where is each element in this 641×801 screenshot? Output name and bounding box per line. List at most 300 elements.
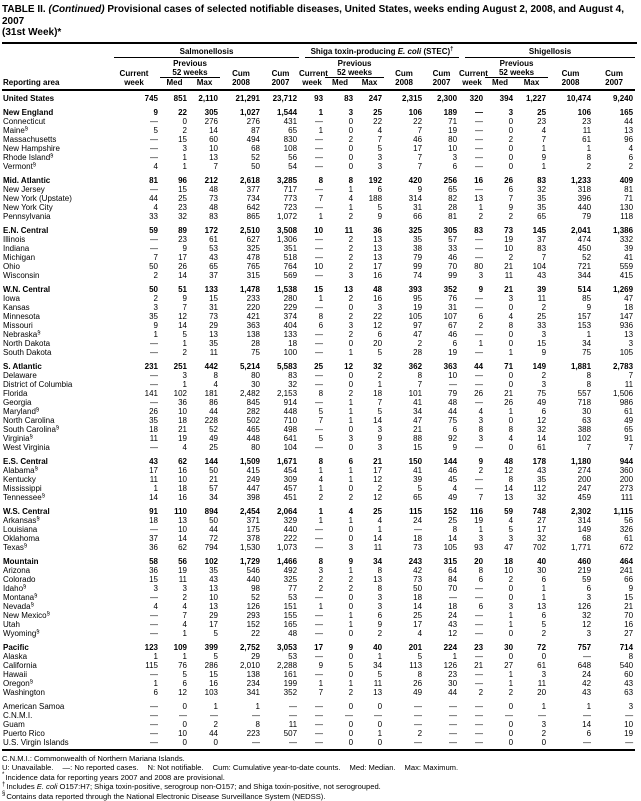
cell: 224: [424, 638, 459, 652]
cell: 105: [384, 312, 424, 321]
cell: 0: [325, 339, 355, 348]
cell: 20: [355, 339, 384, 348]
cell: 18: [262, 339, 299, 348]
cell: —: [108, 593, 160, 602]
cell: 23: [160, 203, 189, 212]
cell: 3: [515, 670, 548, 679]
cell: —: [459, 679, 485, 688]
cell: 1: [299, 484, 325, 493]
cell: 1,386: [593, 221, 635, 235]
table-row: [2, 253, 635, 262]
row-label: C.N.M.I.: [2, 711, 108, 720]
cell: 73: [189, 312, 220, 321]
cell: 35: [108, 416, 160, 425]
cell: —: [459, 443, 485, 452]
cell: 155: [262, 611, 299, 620]
cell: 247: [355, 90, 384, 103]
cell: 6: [485, 185, 515, 194]
cell: 79: [548, 212, 593, 221]
cell: 8: [424, 525, 459, 534]
cell: 80: [459, 262, 485, 271]
cell: 305: [189, 103, 220, 117]
cell: 13: [355, 253, 384, 262]
table-row: [2, 103, 635, 117]
cell: 273: [593, 484, 635, 493]
cell: 2: [108, 271, 160, 280]
cell: 200: [593, 475, 635, 484]
cell: —: [593, 711, 635, 720]
cell: 72: [189, 534, 220, 543]
cell: 35: [515, 475, 548, 484]
cell: 17: [299, 638, 325, 652]
cell: —: [459, 629, 485, 638]
cell: 1: [548, 144, 593, 153]
cell: 112: [515, 484, 548, 493]
cell: 46: [424, 466, 459, 475]
cell: 2: [325, 294, 355, 303]
cell: 50: [108, 280, 160, 294]
cell: 459: [548, 493, 593, 502]
row-label: California: [2, 661, 108, 670]
cell: 50: [220, 162, 262, 171]
cell: 21: [384, 425, 424, 434]
cell: 5: [299, 434, 325, 443]
cell: 0: [485, 380, 515, 389]
cell: 219: [548, 566, 593, 575]
cell: 10: [424, 144, 459, 153]
cell: 14: [485, 484, 515, 493]
cell: 70: [424, 584, 459, 593]
cell: 2: [384, 729, 424, 738]
cell: 3: [325, 321, 355, 330]
cell: 986: [593, 398, 635, 407]
table-row: [2, 221, 635, 235]
row-label: Mid. Atlantic: [2, 171, 108, 185]
row-label: South Carolina§: [2, 425, 108, 434]
cell: 52: [548, 253, 593, 262]
row-label: Missouri: [2, 321, 108, 330]
cell: 13: [355, 575, 384, 584]
row-label: Connecticut: [2, 117, 108, 126]
cell: 1,729: [220, 552, 262, 566]
cell: 8: [459, 425, 485, 434]
cell: —: [108, 144, 160, 153]
cell: 0: [325, 371, 355, 380]
cell: 1,530: [220, 543, 262, 552]
cell: 5: [355, 670, 384, 679]
cell: —: [299, 235, 325, 244]
cell: 19: [424, 348, 459, 357]
table-row: [2, 525, 635, 534]
cell: 1: [299, 502, 325, 516]
table-row: [2, 543, 635, 552]
row-label: Oregon§: [2, 679, 108, 688]
cell: 22: [355, 312, 384, 321]
cell: 440: [262, 525, 299, 534]
cell: 18: [355, 389, 384, 398]
cell: —: [108, 697, 160, 711]
cell: —: [459, 135, 485, 144]
cell: 66: [593, 575, 635, 584]
cell: 0: [485, 153, 515, 162]
cell: 1,073: [262, 543, 299, 552]
cell: 30: [515, 566, 548, 575]
row-label: Illinois: [2, 235, 108, 244]
cell: 165: [262, 620, 299, 629]
cell: 25: [384, 611, 424, 620]
cell: 10: [485, 566, 515, 575]
cell: 229: [262, 303, 299, 312]
cell: 8: [548, 380, 593, 389]
cell: 474: [548, 235, 593, 244]
cell: 35: [515, 203, 548, 212]
cell: —: [108, 670, 160, 679]
cell: 10: [424, 371, 459, 380]
cell: 914: [262, 398, 299, 407]
cell: 4: [108, 602, 160, 611]
cell: 12: [160, 312, 189, 321]
cell: 71: [424, 117, 459, 126]
row-label: Vermont§: [2, 162, 108, 171]
cell: 67: [424, 321, 459, 330]
cell: 374: [262, 312, 299, 321]
cell: 492: [262, 566, 299, 575]
footnote-line: †Includes E. coli O157:H7; Shiga toxin-positive, serogroup non-O157; and Shiga toxin-positive, not serogrouped.: [2, 782, 637, 792]
cell: 21,291: [220, 90, 262, 103]
cell: 1: [299, 103, 325, 117]
cell: 1,115: [593, 502, 635, 516]
cell: 12: [160, 688, 189, 697]
cell: 161: [262, 670, 299, 679]
cell: 165: [593, 103, 635, 117]
cell: 734: [220, 194, 262, 203]
cell: 2: [485, 212, 515, 221]
cell: —: [299, 729, 325, 738]
cell: 702: [515, 543, 548, 552]
cell: 1: [325, 416, 355, 425]
cell: 7: [189, 162, 220, 171]
cell: 569: [262, 271, 299, 280]
cell: 936: [593, 321, 635, 330]
cell: 944: [593, 452, 635, 466]
row-label: W.S. Central: [2, 502, 108, 516]
cell: —: [384, 720, 424, 729]
cell: 394: [485, 90, 515, 103]
cell: 104: [262, 443, 299, 452]
cell: 192: [355, 171, 384, 185]
cell: 1: [325, 398, 355, 407]
cell: 2: [299, 584, 325, 593]
cell: 2: [459, 688, 485, 697]
cell: 138: [220, 670, 262, 679]
cell: 58: [108, 552, 160, 566]
cell: 1,180: [548, 452, 593, 466]
cell: 1: [160, 652, 189, 661]
cell: 325: [220, 244, 262, 253]
cell: 107: [424, 312, 459, 321]
col-header-cum-2008: Cum 2008: [548, 58, 593, 90]
cell: 7: [299, 688, 325, 697]
cell: 149: [548, 525, 593, 534]
cell: 3: [459, 434, 485, 443]
cell: —: [262, 697, 299, 711]
cell: 241: [593, 566, 635, 575]
row-label: Rhode Island§: [2, 153, 108, 162]
row-label: Mountain: [2, 552, 108, 566]
table-row: [2, 380, 635, 389]
cell: 189: [424, 103, 459, 117]
cell: 19: [459, 516, 485, 525]
cell: 351: [262, 244, 299, 253]
cell: 83: [515, 244, 548, 253]
cell: 4: [384, 629, 424, 638]
cell: 24: [384, 516, 424, 525]
cell: 11: [355, 543, 384, 552]
cell: —: [424, 738, 459, 750]
cell: 2: [485, 575, 515, 584]
cell: 25: [424, 516, 459, 525]
cell: 2: [325, 244, 355, 253]
cell: 43: [593, 679, 635, 688]
cell: 243: [384, 552, 424, 566]
cell: —: [459, 720, 485, 729]
cell: —: [299, 135, 325, 144]
cell: 102: [189, 552, 220, 566]
cell: 0: [485, 593, 515, 602]
cell: 0: [160, 697, 189, 711]
cell: —: [459, 294, 485, 303]
row-label: Louisiana: [2, 525, 108, 534]
cell: 12: [424, 629, 459, 638]
table-row: [2, 235, 635, 244]
cell: 478: [220, 253, 262, 262]
cell: 8: [548, 153, 593, 162]
cell: 1: [299, 126, 325, 135]
provisional-cases-table: [2, 47, 635, 751]
cell: 16: [355, 294, 384, 303]
cell: 22: [160, 103, 189, 117]
cell: 88: [384, 434, 424, 443]
cell: 17: [384, 144, 424, 153]
cell: 65: [593, 425, 635, 434]
cell: 315: [220, 271, 262, 280]
cell: 7: [459, 493, 485, 502]
cell: 0: [325, 697, 355, 711]
cell: 3,053: [262, 638, 299, 652]
cell: 2: [160, 593, 189, 602]
cell: 9: [108, 321, 160, 330]
row-label: Indiana: [2, 244, 108, 253]
cell: —: [424, 697, 459, 711]
row-label: S. Atlantic: [2, 357, 108, 371]
cell: —: [299, 525, 325, 534]
cell: —: [459, 253, 485, 262]
table-row: [2, 416, 635, 425]
cell: 6: [459, 575, 485, 584]
row-label: Georgia: [2, 398, 108, 407]
cell: 1: [160, 339, 189, 348]
cell: 1,544: [262, 103, 299, 117]
cell: 6: [424, 339, 459, 348]
cell: 24: [548, 670, 593, 679]
cell: 200: [548, 475, 593, 484]
cell: 53: [262, 652, 299, 661]
cell: 61: [189, 235, 220, 244]
cell: 0: [325, 380, 355, 389]
cell: 9: [325, 638, 355, 652]
cell: 1: [325, 348, 355, 357]
col-header-cum-2008: Cum 2008: [384, 58, 424, 90]
cell: 830: [262, 135, 299, 144]
cell: 48: [189, 185, 220, 194]
cell: —: [384, 711, 424, 720]
cell: 0: [325, 593, 355, 602]
cell: 31: [189, 303, 220, 312]
cell: 15: [160, 185, 189, 194]
cell: 10: [189, 593, 220, 602]
cell: 10,474: [548, 90, 593, 103]
cell: —: [459, 611, 485, 620]
cell: 2: [485, 253, 515, 262]
cell: 1: [325, 185, 355, 194]
cell: 1: [355, 729, 384, 738]
cell: 1,506: [593, 389, 635, 398]
cell: 6: [515, 575, 548, 584]
cell: 49: [384, 688, 424, 697]
row-label: Kentucky: [2, 475, 108, 484]
cell: —: [459, 652, 485, 661]
cell: 0: [485, 584, 515, 593]
table-row: [2, 661, 635, 670]
cell: 4: [515, 126, 548, 135]
cell: 6: [459, 312, 485, 321]
table-row: [2, 280, 635, 294]
row-label: New Mexico§: [2, 611, 108, 620]
cell: 546: [220, 566, 262, 575]
cell: 32: [515, 185, 548, 194]
cell: —: [108, 380, 160, 389]
cell: —: [299, 720, 325, 729]
row-label: Iowa: [2, 294, 108, 303]
cell: 86: [189, 398, 220, 407]
cell: 15: [515, 339, 548, 348]
cell: 9: [485, 203, 515, 212]
table-row: [2, 611, 635, 620]
table-row: [2, 212, 635, 221]
cell: 50: [189, 516, 220, 525]
row-label: Florida: [2, 389, 108, 398]
cell: 2: [459, 321, 485, 330]
cell: 7: [515, 135, 548, 144]
cell: 8: [593, 652, 635, 661]
cell: 0: [325, 144, 355, 153]
row-label: Oklahoma: [2, 534, 108, 543]
cell: 393: [384, 280, 424, 294]
row-label: Hawaii: [2, 670, 108, 679]
cell: 3: [108, 584, 160, 593]
table-row: [2, 493, 635, 502]
cell: —: [299, 443, 325, 452]
cell: 96: [160, 171, 189, 185]
cell: 1: [325, 679, 355, 688]
table-row: [2, 452, 635, 466]
cell: 110: [160, 502, 189, 516]
cell: 35: [189, 339, 220, 348]
cell: 2: [299, 575, 325, 584]
cell: 314: [384, 194, 424, 203]
cell: 8: [299, 552, 325, 566]
cell: 45: [424, 475, 459, 484]
cell: 3: [355, 443, 384, 452]
table-row: [2, 602, 635, 611]
cell: 8: [299, 389, 325, 398]
col-header-cum-2007: Cum 2007: [593, 58, 635, 90]
cell: 21: [593, 602, 635, 611]
row-label: W.N. Central: [2, 280, 108, 294]
cell: 507: [262, 729, 299, 738]
cell: 865: [220, 212, 262, 221]
cell: 5: [189, 629, 220, 638]
cell: 9: [548, 303, 593, 312]
table-row: [2, 144, 635, 153]
cell: 44: [189, 525, 220, 534]
cell: 141: [108, 389, 160, 398]
cell: 794: [189, 543, 220, 552]
cell: 19: [593, 729, 635, 738]
col-header-med: Med: [160, 78, 189, 90]
table-row: [2, 697, 635, 711]
cell: 1: [485, 679, 515, 688]
cell: 63: [548, 416, 593, 425]
col-header-current-week: Current week: [299, 58, 325, 90]
table-row: [2, 185, 635, 194]
table-body: [2, 90, 635, 750]
cell: 2: [325, 584, 355, 593]
row-label: Pacific: [2, 638, 108, 652]
cell: 35: [384, 235, 424, 244]
cell: 102: [548, 434, 593, 443]
cell: 1: [515, 144, 548, 153]
cell: 3: [108, 303, 160, 312]
cell: 2: [325, 235, 355, 244]
cell: 1: [160, 162, 189, 171]
cell: 21: [355, 452, 384, 466]
cell: 1: [325, 611, 355, 620]
cell: 396: [548, 194, 593, 203]
cell: 7: [355, 398, 384, 407]
cell: 31: [384, 203, 424, 212]
cell: 9: [459, 452, 485, 466]
cell: 37: [108, 534, 160, 543]
row-label: Massachusetts: [2, 135, 108, 144]
cell: 70: [593, 611, 635, 620]
cell: —: [384, 738, 424, 750]
cell: 9,240: [593, 90, 635, 103]
cell: —: [485, 711, 515, 720]
row-label: Wisconsin: [2, 271, 108, 280]
cell: 2: [515, 629, 548, 638]
cell: —: [108, 398, 160, 407]
cell: 0: [325, 738, 355, 750]
cell: —: [108, 711, 160, 720]
cell: 6: [355, 330, 384, 339]
row-label: Colorado: [2, 575, 108, 584]
cell: 5: [355, 203, 384, 212]
cell: 5: [515, 620, 548, 629]
cell: 1: [355, 380, 384, 389]
cell: 851: [160, 90, 189, 103]
cell: 1,027: [220, 103, 262, 117]
